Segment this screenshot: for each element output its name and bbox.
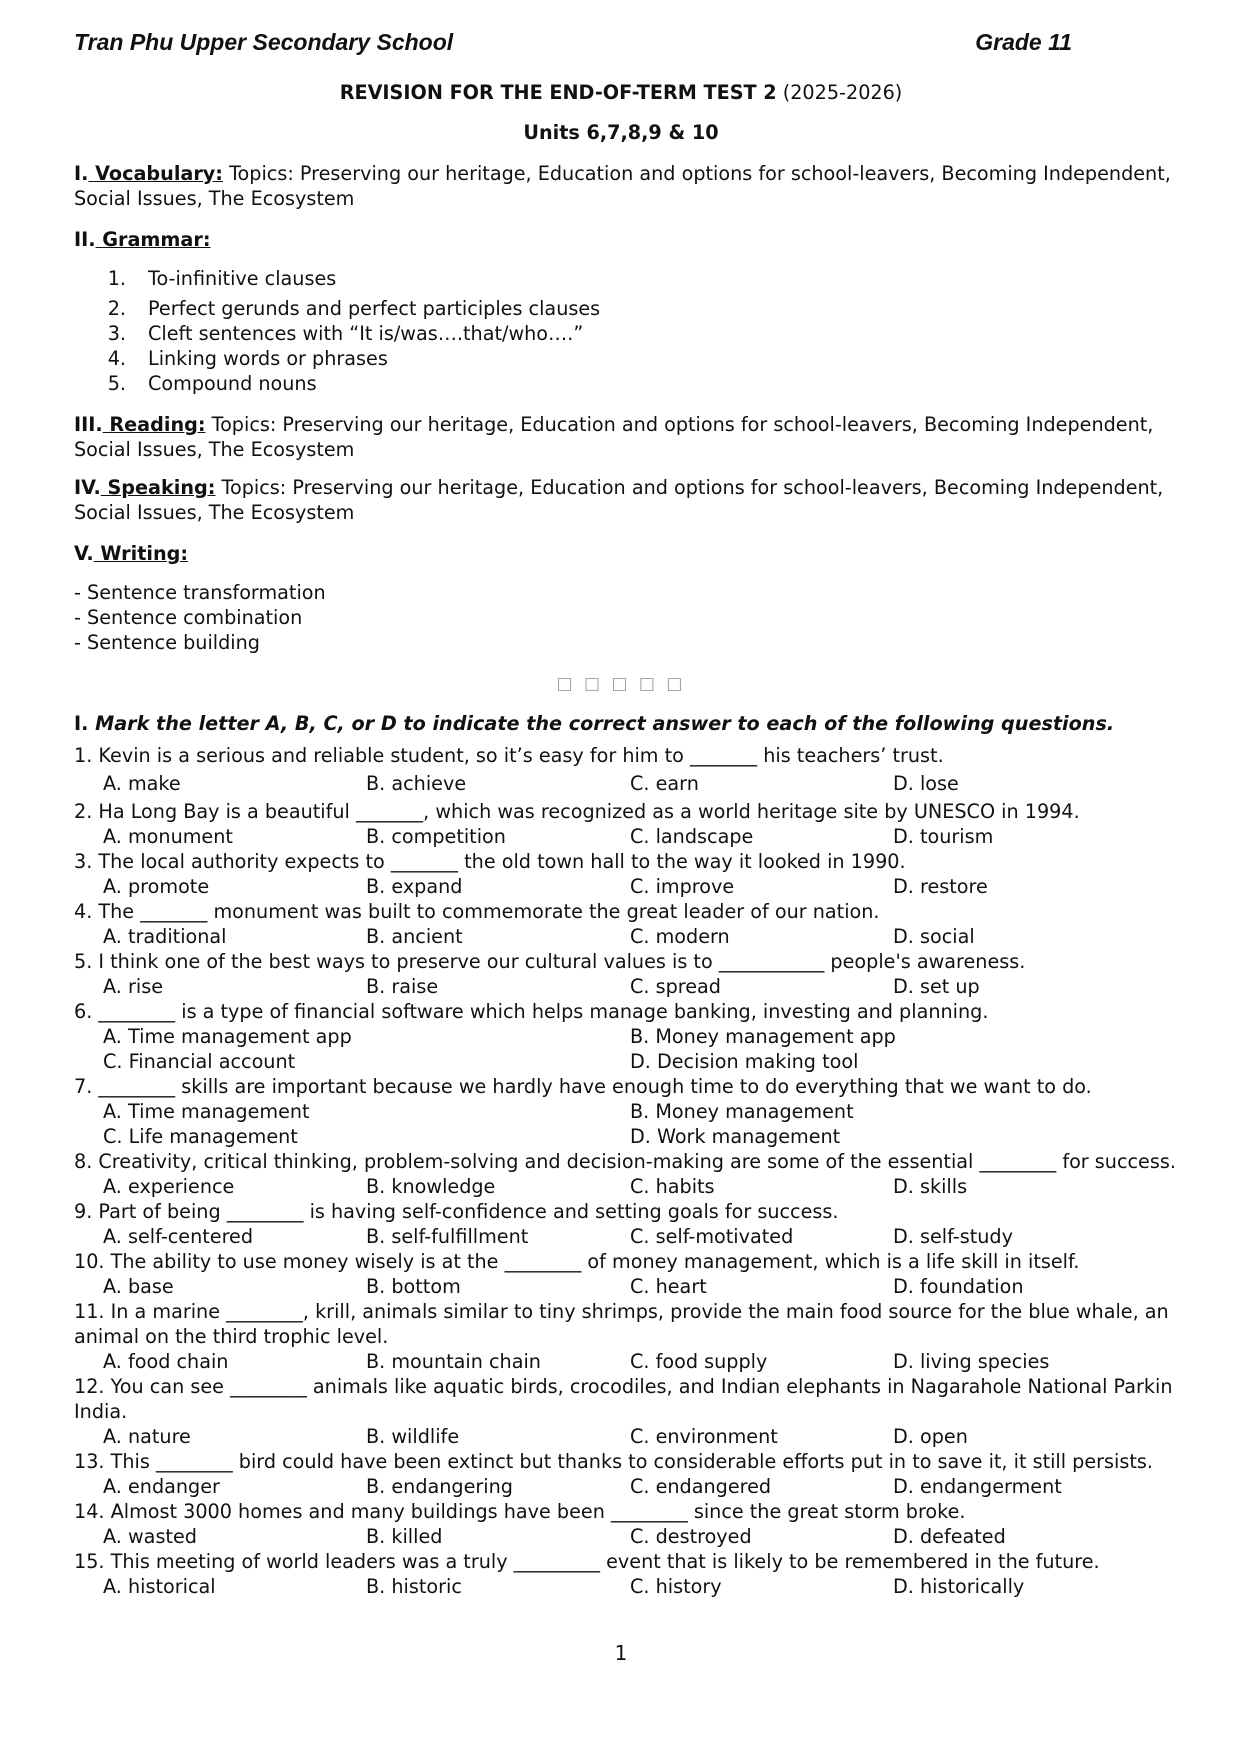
answer-option: C. endangered: [630, 1475, 772, 1498]
answer-option: B. wildlife: [366, 1425, 460, 1448]
question-text: 13. This ________ bird could have been extinct but thanks to considerable efforts put in to save it, it still persists.: [74, 1450, 1153, 1473]
question-text: 2. Ha Long Bay is a beautiful _______, which was recognized as a world heritage site by UNESCO in 1994.: [74, 800, 1080, 823]
answer-option: C. improve: [630, 875, 735, 898]
answer-option: D. Decision making tool: [630, 1050, 859, 1073]
answer-option: A. monument: [103, 825, 233, 848]
answer-option: B. achieve: [366, 772, 467, 795]
answer-option: C. modern: [630, 925, 730, 948]
question-text: 3. The local authority expects to _______ the old town hall to the way it looked in 1990.: [74, 850, 906, 873]
section-vocabulary: I. Vocabulary: Topics: Preserving our heritage, Education and options for school-leavers, Becoming Independent, Social Issues, The Ecosystem: [74, 162, 1171, 211]
school-name: Tran Phu Upper Secondary School: [74, 29, 454, 55]
answer-option: C. earn: [630, 772, 699, 795]
answer-option: D. Work management: [630, 1125, 841, 1148]
list-item: - Sentence combination: [74, 606, 303, 629]
answer-option: B. bottom: [366, 1275, 461, 1298]
answer-option: D. defeated: [893, 1525, 1006, 1548]
question-text: 14. Almost 3000 homes and many buildings have been ________ since the great storm broke.: [74, 1500, 966, 1523]
question-text: 6. ________ is a type of financial software which helps manage banking, investing and planning.: [74, 1000, 989, 1023]
answer-option: C. landscape: [630, 825, 754, 848]
section-speaking: IV. Speaking: Topics: Preserving our heritage, Education and options for school-leavers, Becoming Independent, Social Issues, The Ecosystem: [74, 476, 1164, 525]
list-item: - Sentence building: [74, 631, 260, 654]
answer-option: D. endangerment: [893, 1475, 1062, 1498]
question-text: 7. ________ skills are important because we hardly have enough time to do everything that we want to do.: [74, 1075, 1092, 1098]
question-text: 4. The _______ monument was built to commemorate the great leader of our nation.: [74, 900, 880, 923]
answer-option: C. Life management: [103, 1125, 298, 1148]
answer-option: A. base: [103, 1275, 174, 1298]
answer-option: D. lose: [893, 772, 959, 795]
section-writing-heading: V. Writing:: [74, 542, 189, 565]
answer-option: A. Time management: [103, 1100, 310, 1123]
question-text: 15. This meeting of world leaders was a truly _________ event that is likely to be remembered in the future.: [74, 1550, 1100, 1573]
question-text: 5. I think one of the best ways to preserve our cultural values is to ___________ people's awareness.: [74, 950, 1026, 973]
answer-option: C. self-motivated: [630, 1225, 794, 1248]
answer-option: C. Financial account: [103, 1050, 296, 1073]
answer-option: D. self-study: [893, 1225, 1013, 1248]
answer-option: A. promote: [103, 875, 210, 898]
answer-option: B. Money management: [630, 1100, 854, 1123]
answer-option: A. traditional: [103, 925, 227, 948]
answer-option: B. killed: [366, 1525, 443, 1548]
answer-option: D. living species: [893, 1350, 1050, 1373]
page-header: [74, 28, 1072, 56]
section-divider-ornament: □ □ □ □ □: [556, 674, 686, 694]
answer-option: B. mountain chain: [366, 1350, 541, 1373]
grade-label: Grade 11: [975, 29, 1072, 55]
answer-option: A. wasted: [103, 1525, 197, 1548]
answer-option: A. make: [103, 772, 181, 795]
answer-option: A. experience: [103, 1175, 235, 1198]
answer-option: B. knowledge: [366, 1175, 496, 1198]
document-page: Tran Phu Upper Secondary School Grade 11 REVISION FOR THE END-OF-TERM TEST 2 (2025-2026) Units 6,7,8,9 & 10 I. Vocabulary: Topics: Preserving our heritage, Education and options for school-leavers, Becoming Independent, Social Issues, The Ecosystem II. Grammar: 1. To-infinitive clauses 2. Perfect gerunds and perfect participles clauses 3. Cleft sentences with “It is/was….that/who….” 4. Linking words or phrases 5. Compound nouns III. Reading: Topics: Preserving our heritage, Education and options for school-leavers, Becoming Independent, Social Issues, The Ecosystem IV. Speaking: Topics: Preserving our heritage, Education and options for school-leavers, Becoming Independent, Social Issues, The Ecosystem V. Writing: - Sentence transformation - Sentence combination - Sentence building □ □ □ □ □ I. Mark the letter A, B, C, or D to indicate the correct answer to each of the following questions. 1. Kevin is a serious and reliable student, so it’s easy for him to _______ his teachers’ trust. A. make B. achieve C. earn D. lose 2. Ha Long Bay is a beautiful _______, which was recognized as a world heritage site by UNESCO in 1994. A. monument B. competition C. landscape D. tourism 3. The local authority expects to _______ the old town hall to the way it looked in 1990. A. promote B. expand C. improve D. restore 4. The _______ monument was built to commemorate the great leader of our nation. A. traditional B. ancient C. modern D. social 5. I think one of the best ways to preserve our cultural values is to ___________ people's awareness. A. rise B. raise C. spread D. set up 6. ________ is a type of financial software which helps manage banking, investing and planning. A. Time management app B. Money management app C. Financial account D. Decision making tool 7. ________ skills are important because we hardly have enough time to do everything that we want to do. A. Time management B. Money management C. Life management D. Work management 8. Creativity, critical thinking, problem-solving and decision-making are some of the essential ________ for success. A. experience B. knowledge C. habits D. skills 9. Part of being ________ is having self-confidence and setting goals for success. A. self-centered B. self-fulfillment C. self-motivated D. self-study 10. The ability to use money wisely is at the ________ of money management, which is a life skill in itself. A. base B. bottom C. heart D. foundation 11. In a marine ________, krill, animals similar to tiny shrimps, provide the main food source for the blue whale, an animal on the third trophic level. A. food chain B. mountain chain C. food supply D. living species 12. You can see ________ animals like aquatic birds, crocodiles, and Indian elephants in Nagarahole National Parkin India. A. nature B. wildlife C. environment D. open 13. This ________ bird could have been extinct but thanks to considerable efforts put in to save it, it still persists. A. endanger B. endangering C. endangered D. endangerment 14. Almost 3000 homes and many buildings have been ________ since the great storm broke. A. wasted B. killed C. destroyed D. defeated 15. This meeting of world leaders was a truly _________ event that is likely to be remembered in the future. A. historical B. historic C. history D. historically 1: [0, 0, 1242, 1755]
answer-option: A. historical: [103, 1575, 216, 1598]
answer-option: B. ancient: [366, 925, 463, 948]
document-title: REVISION FOR THE END-OF-TERM TEST 2 (2025-2026): [339, 81, 903, 104]
answer-option: D. social: [893, 925, 975, 948]
page-number: 1: [614, 1641, 628, 1665]
answer-option: C. habits: [630, 1175, 715, 1198]
answer-option: B. competition: [366, 825, 506, 848]
answer-option: D. historically: [893, 1575, 1025, 1598]
answer-option: D. set up: [893, 975, 980, 998]
answer-option: B. expand: [366, 875, 463, 898]
answer-option: D. skills: [893, 1175, 968, 1198]
question-text: 11. In a marine ________, krill, animals similar to tiny shrimps, provide the main food source for the blue whale, an animal on the third trophic level.: [74, 1300, 1169, 1349]
answer-option: A. food chain: [103, 1350, 229, 1373]
answer-option: B. self-fulfillment: [366, 1225, 529, 1248]
answer-option: A. rise: [103, 975, 164, 998]
answer-option: D. tourism: [893, 825, 994, 848]
question-text: 1. Kevin is a serious and reliable student, so it’s easy for him to _______ his teachers’ trust.: [74, 744, 944, 767]
section-grammar-heading: II. Grammar:: [74, 228, 211, 251]
answer-option: A. Time management app: [103, 1025, 352, 1048]
exercise-instruction: I. Mark the letter A, B, C, or D to indicate the correct answer to each of the following questions.: [74, 712, 1115, 735]
question-text: 9. Part of being ________ is having self-confidence and setting goals for success.: [74, 1200, 839, 1223]
answer-option: C. food supply: [630, 1350, 768, 1373]
units-subtitle: Units 6,7,8,9 & 10: [523, 121, 719, 144]
answer-option: A. endanger: [103, 1475, 220, 1498]
answer-option: C. environment: [630, 1425, 778, 1448]
list-item: - Sentence transformation: [74, 581, 326, 604]
answer-option: D. open: [893, 1425, 968, 1448]
answer-option: A. nature: [103, 1425, 191, 1448]
answer-option: C. spread: [630, 975, 721, 998]
question-text: 10. The ability to use money wisely is at the ________ of money management, which is a life skill in itself.: [74, 1250, 1080, 1273]
answer-option: D. restore: [893, 875, 988, 898]
question-text: 8. Creativity, critical thinking, problem-solving and decision-making are some of the essential ________ for success.: [74, 1150, 1176, 1173]
answer-option: B. Money management app: [630, 1025, 896, 1048]
answer-option: C. destroyed: [630, 1525, 752, 1548]
answer-option: C. heart: [630, 1275, 707, 1298]
answer-option: A. self-centered: [103, 1225, 254, 1248]
section-reading: III. Reading: Topics: Preserving our heritage, Education and options for school-leavers, Becoming Independent, Social Issues, The Ecosystem: [74, 413, 1154, 462]
answer-option: D. foundation: [893, 1275, 1024, 1298]
answer-option: C. history: [630, 1575, 722, 1598]
answer-option: B. endangering: [366, 1475, 513, 1498]
answer-option: B. raise: [366, 975, 439, 998]
answer-option: B. historic: [366, 1575, 462, 1598]
question-text: 12. You can see ________ animals like aquatic birds, crocodiles, and Indian elephants in Nagarahole National Parkin India.: [74, 1375, 1173, 1424]
